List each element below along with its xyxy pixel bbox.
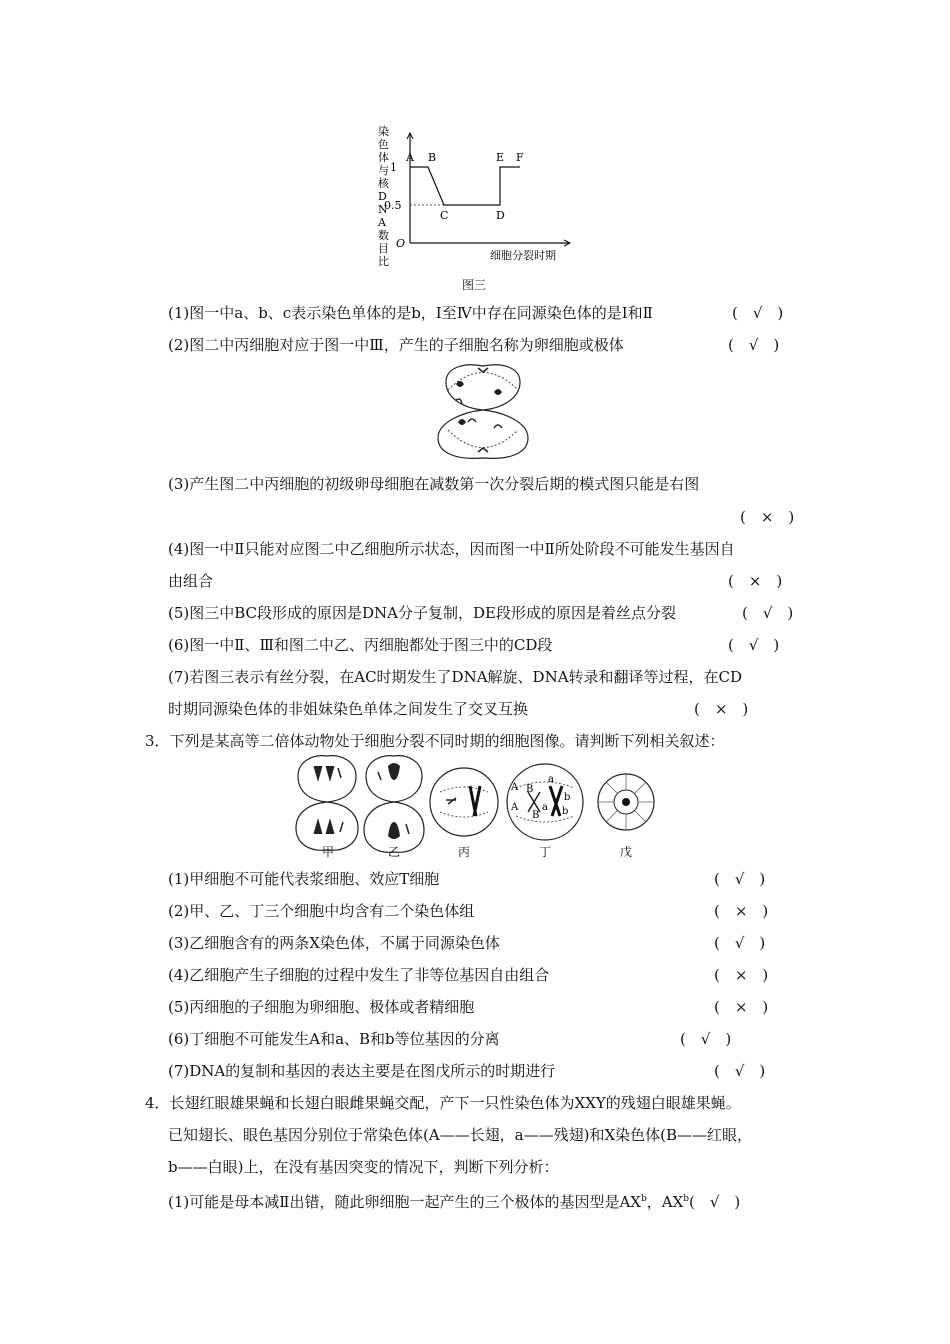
ding-gene-2: B [526, 784, 534, 795]
figure3-ytick-1: 1 [390, 161, 397, 174]
figure3-xlabel: 细胞分裂时期 [490, 249, 556, 262]
cell-ding [507, 764, 583, 840]
figure3-ylabel: 染色体与核 D N A 数目比 [378, 125, 389, 268]
q4-item-1-text: (1)可能是母本减Ⅱ出错，随此卵细胞一起产生的三个极体的基因型是AX [168, 1193, 641, 1211]
figure3-series-line [410, 167, 520, 205]
cell-wu [598, 774, 654, 830]
cell-yi [364, 756, 424, 853]
q2-item-3: (3)产生图二中丙细胞的初级卵母细胞在减数第一次分裂后期的模式图只能是右图 [168, 475, 700, 493]
figure3-origin: O [396, 237, 406, 250]
q3-item-2: (2)甲、乙、丁三个细胞中均含有二个染色体组 [168, 902, 475, 920]
q2-item-7-mark: ( × ) [694, 700, 749, 718]
q4-item-1 [168, 1189, 740, 1212]
q3-item-6-mark: ( √ ) [680, 1030, 732, 1048]
q4-item-1-sup-1: b [640, 1194, 647, 1204]
q4-item-1-mark: ( √ ) [689, 1193, 741, 1211]
cell-label-ding: 丁 [539, 845, 552, 859]
q2-item-7-cont: 时期同源染色体的非姐妹染色单体之间发生了交叉互换 [168, 700, 529, 718]
figure3-chart [370, 125, 610, 275]
figure3-point-A: A [406, 151, 414, 164]
q4-item-1-mid: ，AX [646, 1193, 684, 1211]
q2-item-2: (2)图二中丙细胞对应于图一中Ⅲ，产生的子细胞名称为卵细胞或极体 [168, 336, 624, 354]
cell-bing [430, 768, 498, 836]
cell-label-jia: 甲 [322, 845, 335, 859]
figure3-point-E: E [496, 151, 505, 164]
q3-item-6: (6)丁细胞不可能发生A和a、B和b等位基因的分离 [168, 1030, 500, 1048]
q3-item-7: (7)DNA的复制和基因的表达主要是在图戊所示的时期进行 [168, 1062, 556, 1080]
ding-gene-7: b [562, 806, 569, 817]
ding-gene-1: A [511, 782, 519, 793]
q2-item-5-mark: ( √ ) [742, 604, 794, 622]
q2-item-4: (4)图一中Ⅱ只能对应图二中乙细胞所示状态，因而图一中Ⅱ所处阶段不可能发生基因自 [168, 540, 735, 558]
figure3-point-C: C [440, 209, 449, 222]
q3-item-7-mark: ( √ ) [714, 1062, 766, 1080]
q3-item-1-mark: ( √ ) [714, 870, 766, 888]
ding-gene-8: a [542, 802, 548, 813]
ding-gene-3: a [548, 774, 554, 785]
ding-gene-6: B [532, 810, 540, 821]
cell-label-bing: 丙 [458, 845, 471, 859]
figure3-point-F: F [516, 151, 524, 164]
figure3-axes [377, 125, 570, 268]
q2-item-6-mark: ( √ ) [728, 636, 780, 654]
q3-item-2-mark: ( × ) [714, 902, 769, 920]
figure3-point-B: B [428, 151, 437, 164]
ding-gene-4: A [511, 802, 519, 813]
q4-stem-1: 4．长翅红眼雄果蝇和长翅白眼雌果蝇交配，产下一只性染色体为XXY的残翅白眼雄果蝇。 [145, 1094, 741, 1112]
figure3-ytick-0-5: 0.5 [384, 199, 402, 212]
q3-item-3: (3)乙细胞含有的两条X染色体，不属于同源染色体 [168, 934, 500, 952]
figure3-point-D: D [496, 209, 505, 222]
q2-item-6: (6)图一中Ⅱ、Ⅲ和图二中乙、丙细胞都处于图三中的CD段 [168, 636, 553, 654]
q3-item-5-mark: ( × ) [714, 998, 769, 1016]
q3-item-3-mark: ( √ ) [714, 934, 766, 952]
q2-item-1-mark: ( √ ) [732, 304, 784, 322]
q2-item-3-mark: ( × ) [740, 508, 795, 526]
ding-gene-5: b [564, 792, 571, 803]
q3-item-4-mark: ( × ) [714, 966, 769, 984]
cell-jia [296, 756, 358, 851]
q4-item-1-sup-2: b [683, 1194, 690, 1204]
q2-item-2-mark: ( √ ) [728, 336, 780, 354]
q3-stem: 3．下列是某高等二倍体动物处于细胞分裂不同时期的细胞图像。请判断下列相关叙述： [145, 732, 725, 750]
q4-stem-3: b——白眼)上，在没有基因突变的情况下，判断下列分析： [168, 1158, 559, 1176]
q3-item-5: (5)丙细胞的子细胞为卵细胞、极体或者精细胞 [168, 998, 475, 1016]
cell-label-wu: 戊 [620, 845, 633, 859]
cell-label-yi: 乙 [388, 845, 401, 859]
q3-item-1: (1)甲细胞不可能代表浆细胞、效应T细胞 [168, 870, 440, 888]
q2-item-4-cont: 由组合 [168, 572, 214, 590]
figure3-marks [405, 151, 524, 222]
q2-item-4-mark: ( × ) [728, 572, 783, 590]
meiosis-anaphase-diagram [428, 360, 538, 462]
figure3-caption: 图三 [462, 278, 487, 292]
q4-stem-2: 已知翅长、眼色基因分别位于常染色体(A——长翅，a——残翅)和X染色体(B——红眼， [168, 1126, 753, 1144]
q2-item-5: (5)图三中BC段形成的原因是DNA分子复制，DE段形成的原因是着丝点分裂 [168, 604, 676, 622]
q2-item-7: (7)若图三表示有丝分裂，在AC时期发生了DNA解旋、DNA转录和翻译等过程，在CD [168, 668, 743, 686]
q3-item-4: (4)乙细胞产生子细胞的过程中发生了非等位基因自由组合 [168, 966, 550, 984]
q2-item-1: (1)图一中a、b、c表示染色单体的是b，Ⅰ至Ⅳ中存在同源染色体的是Ⅰ和Ⅱ [168, 304, 653, 322]
cell-images-row [292, 752, 672, 867]
